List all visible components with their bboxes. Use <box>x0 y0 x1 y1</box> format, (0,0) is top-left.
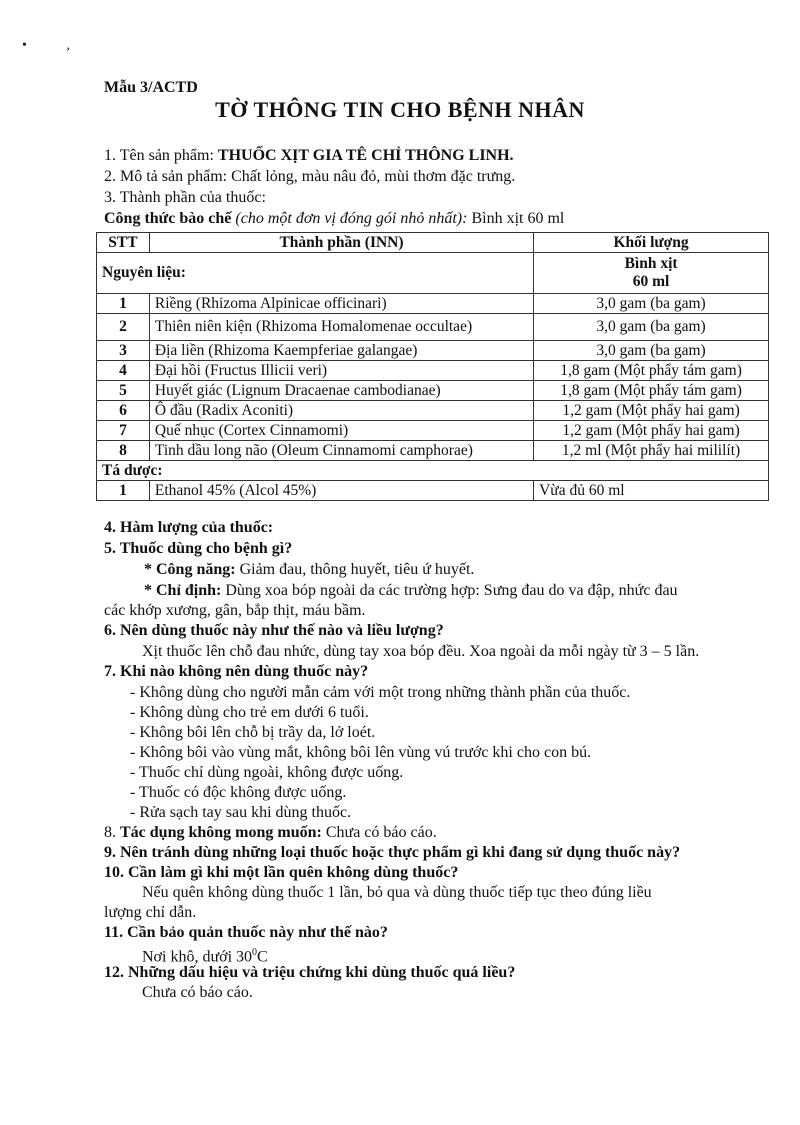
row-ingredient: Huyết giác (Lignum Dracaenae cambodianae) <box>149 381 533 401</box>
section-8-value: Chưa có báo cáo. <box>321 824 437 841</box>
function-line <box>144 560 474 579</box>
row-stt: 5 <box>97 381 150 401</box>
table-row <box>97 361 769 381</box>
section-10-heading: 10. Cần làm gì khi một lần quên không dùng thuốc? <box>104 864 459 881</box>
section-9-heading: 9. Nên tránh dùng những loại thuốc hoặc thực phẩm gì khi đang sử dụng thuốc này? <box>104 844 681 861</box>
formula-label: Công thức bào chế <box>104 210 236 227</box>
table-header-row <box>97 233 769 253</box>
list-item: - Không bôi vào vùng mắt, không bôi lên vùng vú trước khi cho con bú. <box>130 744 592 761</box>
missed-dose-text: Nếu quên không dùng thuốc 1 lần, bỏ qua và dùng thuốc tiếp tục theo đúng liều <box>142 884 652 901</box>
row-ingredient: Đại hồi (Fructus Illicii veri) <box>149 361 533 381</box>
overdose-text: Chưa có báo cáo. <box>142 984 253 1001</box>
composition-heading: 3. Thành phần của thuốc: <box>104 189 266 206</box>
row-stt: 6 <box>97 401 150 421</box>
product-name-label: 1. Tên sản phẩm: <box>104 147 218 164</box>
dosage-text: Xịt thuốc lên chỗ đau nhức, dùng tay xoa bóp đều. Xoa ngoài da mỗi ngày từ 3 – 5 lần. <box>142 643 700 660</box>
table-row <box>97 341 769 361</box>
row-ingredient: Ô đầu (Radix Aconiti) <box>149 401 533 421</box>
storage-condition: Nơi khô, dưới 30 <box>142 948 253 966</box>
section-5-heading: 5. Thuốc dùng cho bệnh gì? <box>104 540 293 557</box>
row-stt: 2 <box>97 314 150 341</box>
row-mass: 1,2 ml (Một phẩy hai mililít) <box>534 441 769 461</box>
table-row <box>97 294 769 314</box>
indication-line <box>144 581 678 600</box>
table-row <box>97 421 769 441</box>
unit-volume: 60 ml <box>632 273 670 290</box>
indication-continued: các khớp xương, gân, bắp thịt, máu bầm. <box>104 602 366 619</box>
section-6-heading: 6. Nên dùng thuốc này như thế nào và liều lượng? <box>104 622 444 639</box>
row-mass: 1,8 gam (Một phẩy tám gam) <box>534 361 769 381</box>
row-mass: 1,2 gam (Một phẩy hai gam) <box>534 401 769 421</box>
row-ingredient: Quế nhục (Cortex Cinnamomi) <box>149 421 533 441</box>
table-row <box>97 441 769 461</box>
formula-note: (cho một đơn vị đóng gói nhỏ nhất): <box>235 210 468 227</box>
row-mass: 3,0 gam (ba gam) <box>534 294 769 314</box>
unit-cell <box>534 253 769 294</box>
table-row <box>97 481 769 501</box>
list-item: - Không dùng cho trẻ em dưới 6 tuổi. <box>130 704 369 721</box>
section-8-heading: Tác dụng không mong muốn: <box>120 824 322 841</box>
excipients-label: Tá dược: <box>97 461 769 481</box>
indication-label: * Chỉ định: <box>144 582 222 599</box>
list-item: - Thuốc có độc không được uống. <box>130 784 347 801</box>
list-item: - Thuốc chỉ dùng ngoài, không được uống. <box>130 764 404 781</box>
row-mass: 3,0 gam (ba gam) <box>534 314 769 341</box>
function-text: Giảm đau, thông huyết, tiêu ứ huyết. <box>235 561 475 578</box>
row-stt: 7 <box>97 421 150 441</box>
table-row <box>97 401 769 421</box>
row-mass: Vừa đủ 60 ml <box>534 481 769 501</box>
formula-line <box>104 209 564 228</box>
row-ingredient: Địa liền (Rhizoma Kaempferiae galangae) <box>149 341 533 361</box>
table-row <box>97 314 769 341</box>
product-description: 2. Mô tả sản phẩm: Chất lỏng, màu nâu đỏ, mùi thơm đặc trưng. <box>104 168 516 185</box>
formula-value: Bình xịt 60 ml <box>467 210 565 227</box>
row-stt: 1 <box>97 481 150 501</box>
row-stt: 8 <box>97 441 150 461</box>
row-mass: 1,8 gam (Một phẩy tám gam) <box>534 381 769 401</box>
row-stt: 4 <box>97 361 150 381</box>
section-8-number: 8. <box>104 824 120 841</box>
section-7-heading: 7. Khi nào không nên dùng thuốc này? <box>104 663 369 680</box>
section-11-heading: 11. Cần bảo quản thuốc này như thế nào? <box>104 924 388 941</box>
row-ingredient: Ethanol 45% (Alcol 45%) <box>149 481 533 501</box>
row-ingredient: Riềng (Rhizoma Alpinicae officinari) <box>149 294 533 314</box>
header-mass: Khối lượng <box>534 233 769 253</box>
scan-marks: • , <box>22 38 88 53</box>
row-ingredient: Tinh dầu long não (Oleum Cinnamomi camphorae) <box>149 441 533 461</box>
list-item: - Rửa sạch tay sau khi dùng thuốc. <box>130 804 352 821</box>
raw-materials-row <box>97 253 769 294</box>
missed-dose-continued: lượng chỉ dẫn. <box>104 904 197 921</box>
row-mass: 3,0 gam (ba gam) <box>534 341 769 361</box>
row-mass: 1,2 gam (Một phẩy hai gam) <box>534 421 769 441</box>
composition-table <box>96 232 769 501</box>
indication-text: Dùng xoa bóp ngoài da các trường hợp: Sưng đau do va đập, nhức đau <box>221 582 678 599</box>
section-12-heading: 12. Những dấu hiệu và triệu chứng khi dùng thuốc quá liều? <box>104 964 516 981</box>
degree-sup: 0 <box>252 947 258 958</box>
function-label: * Công năng: <box>144 561 236 578</box>
unit-label: Bình xịt <box>624 255 678 272</box>
list-item: - Không bôi lên chỗ bị trầy da, lở loét. <box>130 724 376 741</box>
raw-materials-label: Nguyên liệu: <box>97 253 534 294</box>
row-stt: 3 <box>97 341 150 361</box>
row-ingredient: Thiên niên kiện (Rhizoma Homalomenae occultae) <box>149 314 533 341</box>
product-name: THUỐC XỊT GIA TÊ CHỈ THÔNG LINH. <box>217 147 514 164</box>
row-stt: 1 <box>97 294 150 314</box>
table-row <box>97 381 769 401</box>
excipients-row <box>97 461 769 481</box>
section-8-line <box>104 823 437 842</box>
header-stt: STT <box>97 233 150 253</box>
form-code: Mẫu 3/ACTD <box>104 79 198 96</box>
header-ingredient: Thành phần (INN) <box>149 233 533 253</box>
product-name-line <box>104 146 514 165</box>
document-title: TỜ THÔNG TIN CHO BỆNH NHÂN <box>215 97 585 122</box>
section-4-heading: 4. Hàm lượng của thuốc: <box>104 519 274 536</box>
list-item: - Không dùng cho người mẫn cảm với một trong những thành phần của thuốc. <box>130 684 631 701</box>
storage-unit: C <box>257 948 268 966</box>
